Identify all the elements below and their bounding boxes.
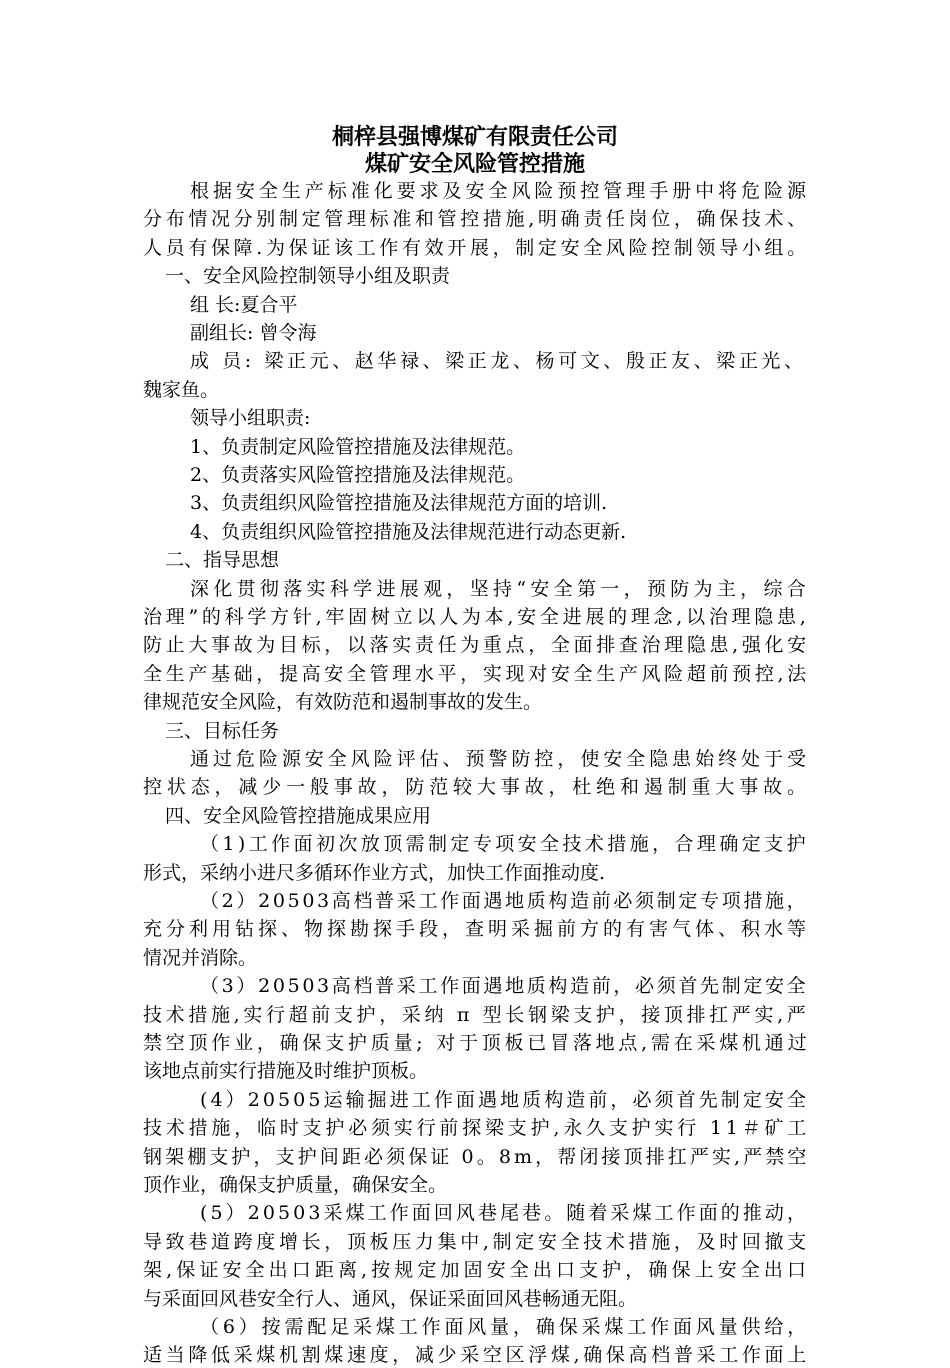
body-line: 架,保证安全出口距离,按规定加固安全出口支护，确保上安全出口 bbox=[143, 1259, 811, 1281]
body-line: 1、负责制定风险管控措施及法律规范。 bbox=[190, 436, 526, 458]
body-line: 2、负责落实风险管控措施及法律规范。 bbox=[190, 464, 526, 486]
body-line: (5）20503采煤工作面回风巷尾巷。随着采煤工作面的推动， bbox=[200, 1202, 810, 1224]
body-line: 领导小组职责: bbox=[190, 407, 311, 429]
body-line: 3、负责组织风险管控措施及法律规范方面的培训. bbox=[190, 492, 608, 514]
body-line: 二、指导思想 bbox=[165, 549, 280, 571]
body-line: 通过危险源安全风险评估、预警防控，使安全隐患始终处于受 bbox=[190, 748, 810, 770]
body-line: 情况并消除。 bbox=[143, 947, 258, 969]
body-line: （2）20503高档普采工作面遇地质构造前必须制定专项措施， bbox=[200, 890, 809, 912]
body-line: （1)工作面初次放顶需制定专项安全技术措施，合理确定支护 bbox=[200, 833, 809, 855]
body-line: 成 员: 梁正元、赵华禄、梁正龙、杨可文、殷正友、梁正光、 bbox=[190, 350, 807, 372]
body-line: 充分利用钻探、物探勘探手段，查明采掘前方的有害气体、积水等 bbox=[143, 918, 811, 940]
body-line: 分布情况分别制定管理标准和管控措施,明确责任岗位，确保技术、 bbox=[143, 208, 810, 230]
body-line: (4）20505运输掘进工作面遇地质构造前，必须首先制定安全 bbox=[200, 1089, 810, 1111]
document-title: 煤矿安全风险管控措施 bbox=[364, 151, 585, 177]
body-line: 副组长: 曾令海 bbox=[190, 322, 317, 344]
body-line: 4、负责组织风险管控措施及法律规范进行动态更新. bbox=[190, 521, 627, 543]
company-title: 桐梓县强博煤矿有限责任公司 bbox=[331, 124, 618, 150]
body-line: 技术措施,实行超前支护，采纳 π 型长钢梁支护，接顶排扛严实,严 bbox=[143, 1004, 810, 1026]
body-line: 形式，采纳小进尺多循环作业方式，加快工作面推动度. bbox=[143, 862, 606, 884]
body-line: 适当降低采煤机割煤速度，减少采空区浮煤,确保高档普采工作面上 bbox=[143, 1344, 810, 1366]
body-line: 四、安全风险管控措施成果应用 bbox=[165, 805, 432, 827]
body-line: 人员有保障.为保证该工作有效开展，制定安全风险控制领导小组。 bbox=[143, 237, 810, 259]
body-line: 导致巷道跨度增长，顶板压力集中,制定安全技术措施，及时回撤支 bbox=[143, 1231, 810, 1253]
body-line: 防止大事故为目标，以落实责任为重点，全面排查治理隐患,强化安 bbox=[143, 634, 810, 656]
body-line: 律规范安全风险，有效防范和遏制事故的发生。 bbox=[143, 691, 543, 713]
body-line: 魏家鱼。 bbox=[143, 379, 220, 401]
body-line: 顶作业，确保支护质量，确保安全。 bbox=[143, 1174, 448, 1196]
body-line: 深化贯彻落实科学进展观，坚持“安全第一，预防为主，综合 bbox=[190, 578, 811, 600]
body-line: 技术措施，临时支护必须实行前探梁支护,永久支护实行 11＃矿工 bbox=[143, 1117, 811, 1139]
body-line: 根据安全生产标准化要求及安全风险预控管理手册中将危险源 bbox=[190, 180, 810, 202]
body-line: 该地点前实行措施及时维护顶板。 bbox=[143, 1060, 429, 1082]
body-line: 控状态，减少一般事故，防范较大事故，杜绝和遏制重大事故。 bbox=[143, 776, 811, 798]
body-line: 组 长:夏合平 bbox=[190, 294, 298, 316]
body-line: 与采面回风巷安全行人、通风，保证采面回风巷畅通无阻。 bbox=[143, 1288, 638, 1310]
body-line: 钢架棚支护，支护间距必须保证 0。8m，帮闭接顶排扛严实,严禁空 bbox=[143, 1146, 810, 1168]
body-line: 治理”的科学方针,牢固树立以人为本,安全进展的理念,以治理隐患, bbox=[143, 606, 810, 628]
body-line: 全生产基础，提高安全管理水平，实现对安全生产风险超前预控,法 bbox=[143, 663, 810, 685]
body-line: （3）20503高档普采工作面遇地质构造前，必须首先制定安全 bbox=[200, 975, 809, 997]
body-line: 一、安全风险控制领导小组及职责 bbox=[165, 265, 451, 287]
body-line: （6）按需配足采煤工作面风量，确保采煤工作面风量供给， bbox=[200, 1316, 811, 1338]
body-line: 三、目标任务 bbox=[165, 720, 280, 742]
body-line: 禁空顶作业，确保支护质量; 对于顶板已冒落地点,需在采煤机通过 bbox=[143, 1032, 811, 1054]
